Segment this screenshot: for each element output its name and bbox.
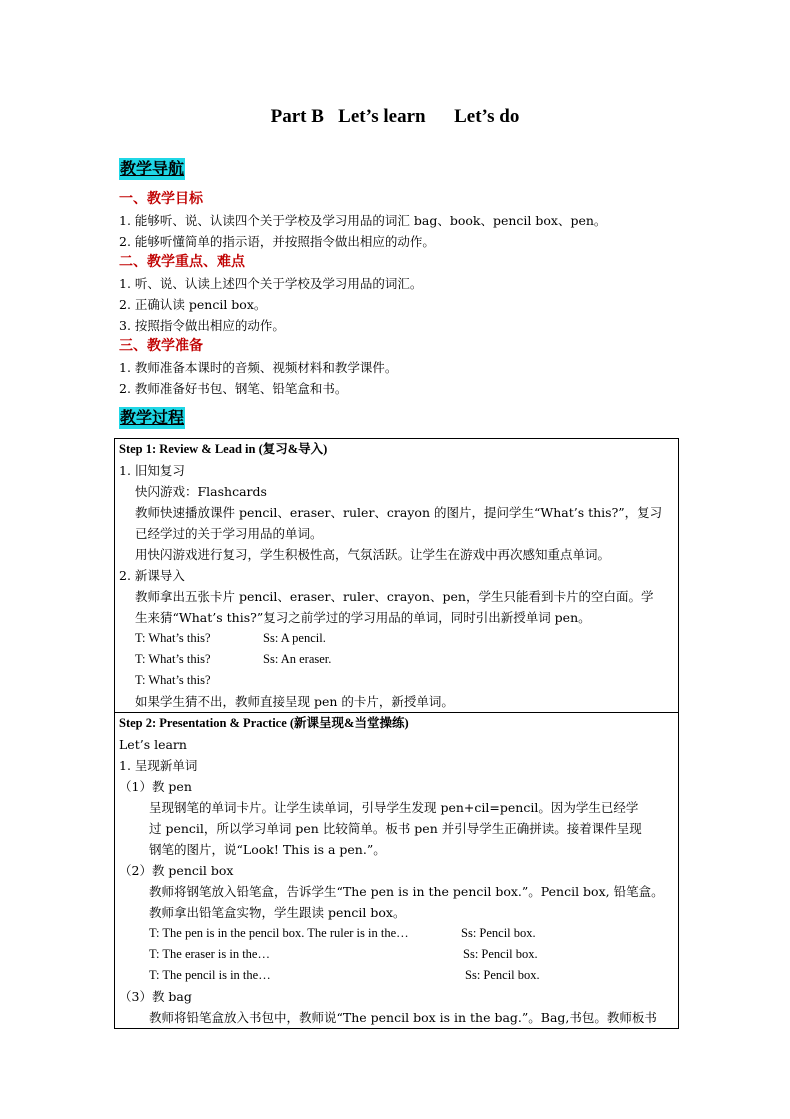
- dialog-line: [119, 628, 674, 649]
- step-2-title: Step 2: Presentation & Practice (新课呈现&当堂操练): [119, 716, 409, 730]
- step-1-cell: [115, 439, 679, 713]
- step-1-row: [115, 439, 679, 713]
- step-1-subheading: 2. 新课导入: [119, 568, 185, 583]
- step-2-subheading: 1. 呈现新单词: [119, 758, 198, 773]
- step-1-paragraph: 教师快速播放课件 pencil、eraser、ruler、crayon 的图片，提问学生“What’s this?”，复习: [135, 505, 663, 520]
- process-table: [114, 438, 679, 1029]
- step-1-game: 快闪游戏：Flashcards: [135, 484, 267, 499]
- step-2-paragraph: 钢笔的图片，说“Look! This is a pen.”。: [149, 842, 386, 857]
- student-line: Ss: Pencil box.: [463, 947, 538, 961]
- step-1-subheading: 1. 旧知复习: [119, 463, 185, 478]
- goal-item: 2. 能够听懂简单的指示语，并按照指令做出相应的动作。: [119, 234, 435, 249]
- step-2-paragraph: 过 pencil，所以学习单词 pen 比较简单。板书 pen 并引导学生正确拼读。接着课件呈现: [149, 821, 642, 836]
- step-2-paragraph: 教师拿出铅笔盒实物，学生跟读 pencil box。: [149, 905, 406, 920]
- navigation-section: [119, 189, 679, 399]
- teacher-line: T: What’s this?: [135, 631, 211, 645]
- student-line: Ss: Pencil box.: [461, 926, 536, 940]
- dialog-line: [119, 670, 674, 691]
- step-1-paragraph: 用快闪游戏进行复习，学生积极性高，气氛活跃。让学生在游戏中再次感知重点单词。: [135, 547, 611, 562]
- step-1-paragraph: 教师拿出五张卡片 pencil、eraser、ruler、crayon、pen，学生只能看到卡片的空白面。学: [135, 589, 654, 604]
- step-1-paragraph: 生来猜“What’s this?”复习之前学过的学习用品的单词，同时引出新授单词 pen。: [135, 610, 591, 625]
- key-point-item: 2. 正确认读 pencil box。: [119, 297, 267, 312]
- preparation-title: 三、教学准备: [119, 338, 203, 354]
- key-points-title: 二、教学重点、难点: [119, 254, 245, 270]
- goal-item: 1. 能够听、说、认读四个关于学校及学习用品的词汇 bag、book、pencil box、pen。: [119, 213, 607, 228]
- dialog-line: [119, 944, 674, 965]
- key-point-item: 3. 按照指令做出相应的动作。: [119, 318, 285, 333]
- student-line: Ss: An eraser.: [263, 652, 332, 666]
- section-heading-navigation: 教学导航: [120, 159, 185, 178]
- dialog-line: [119, 923, 674, 944]
- teacher-line: T: What’s this?: [135, 652, 211, 666]
- teach-pencil-box-title: （2）教 pencil box: [119, 863, 234, 878]
- step-2-cell: [115, 713, 679, 1029]
- dialog-line: [119, 965, 674, 986]
- teacher-line: T: The pencil is in the…: [149, 968, 271, 982]
- dialog-line: [119, 649, 674, 670]
- step-1-paragraph: 已经学过的关于学习用品的单词。: [135, 526, 323, 541]
- student-line: Ss: Pencil box.: [465, 968, 540, 982]
- key-point-item: 1. 听、说、认读上述四个关于学校及学习用品的词汇。: [119, 276, 423, 291]
- teach-bag-title: （3）教 bag: [119, 989, 192, 1004]
- step-2-row: [115, 713, 679, 1029]
- preparation-item: 1. 教师准备本课时的音频、视频材料和教学课件。: [119, 360, 398, 375]
- step-2-paragraph: 教师将铅笔盒放入书包中，教师说“The pencil box is in the bag.”。Bag,书包。教师板书: [149, 1010, 657, 1025]
- preparation-item: 2. 教师准备好书包、钢笔、铅笔盒和书。: [119, 381, 348, 396]
- student-line: Ss: A pencil.: [263, 631, 326, 645]
- step-1-title: Step 1: Review & Lead in (复习&导入): [119, 442, 328, 456]
- teacher-line: T: What’s this?: [135, 673, 211, 687]
- teacher-line: T: The eraser is in the…: [149, 947, 270, 961]
- section-heading-process: 教学过程: [120, 408, 185, 427]
- teach-pen-title: （1）教 pen: [119, 779, 192, 794]
- step-1-paragraph: 如果学生猜不出，教师直接呈现 pen 的卡片，新授单词。: [135, 694, 454, 709]
- step-2-paragraph: 呈现钢笔的单词卡片。让学生读单词，引导学生发现 pen+cil=pencil。因为学生已经学: [149, 800, 639, 815]
- page-title: Part B Let’s learn Let’s do: [270, 106, 520, 127]
- teacher-line: T: The pen is in the pencil box. The ruler is in the…: [149, 926, 409, 940]
- lets-learn-label: Let’s learn: [119, 737, 187, 752]
- goals-title: 一、教学目标: [119, 191, 203, 207]
- step-2-paragraph: 教师将钢笔放入铅笔盒，告诉学生“The pen is in the pencil box.”。Pencil box, 铅笔盒。: [149, 884, 664, 899]
